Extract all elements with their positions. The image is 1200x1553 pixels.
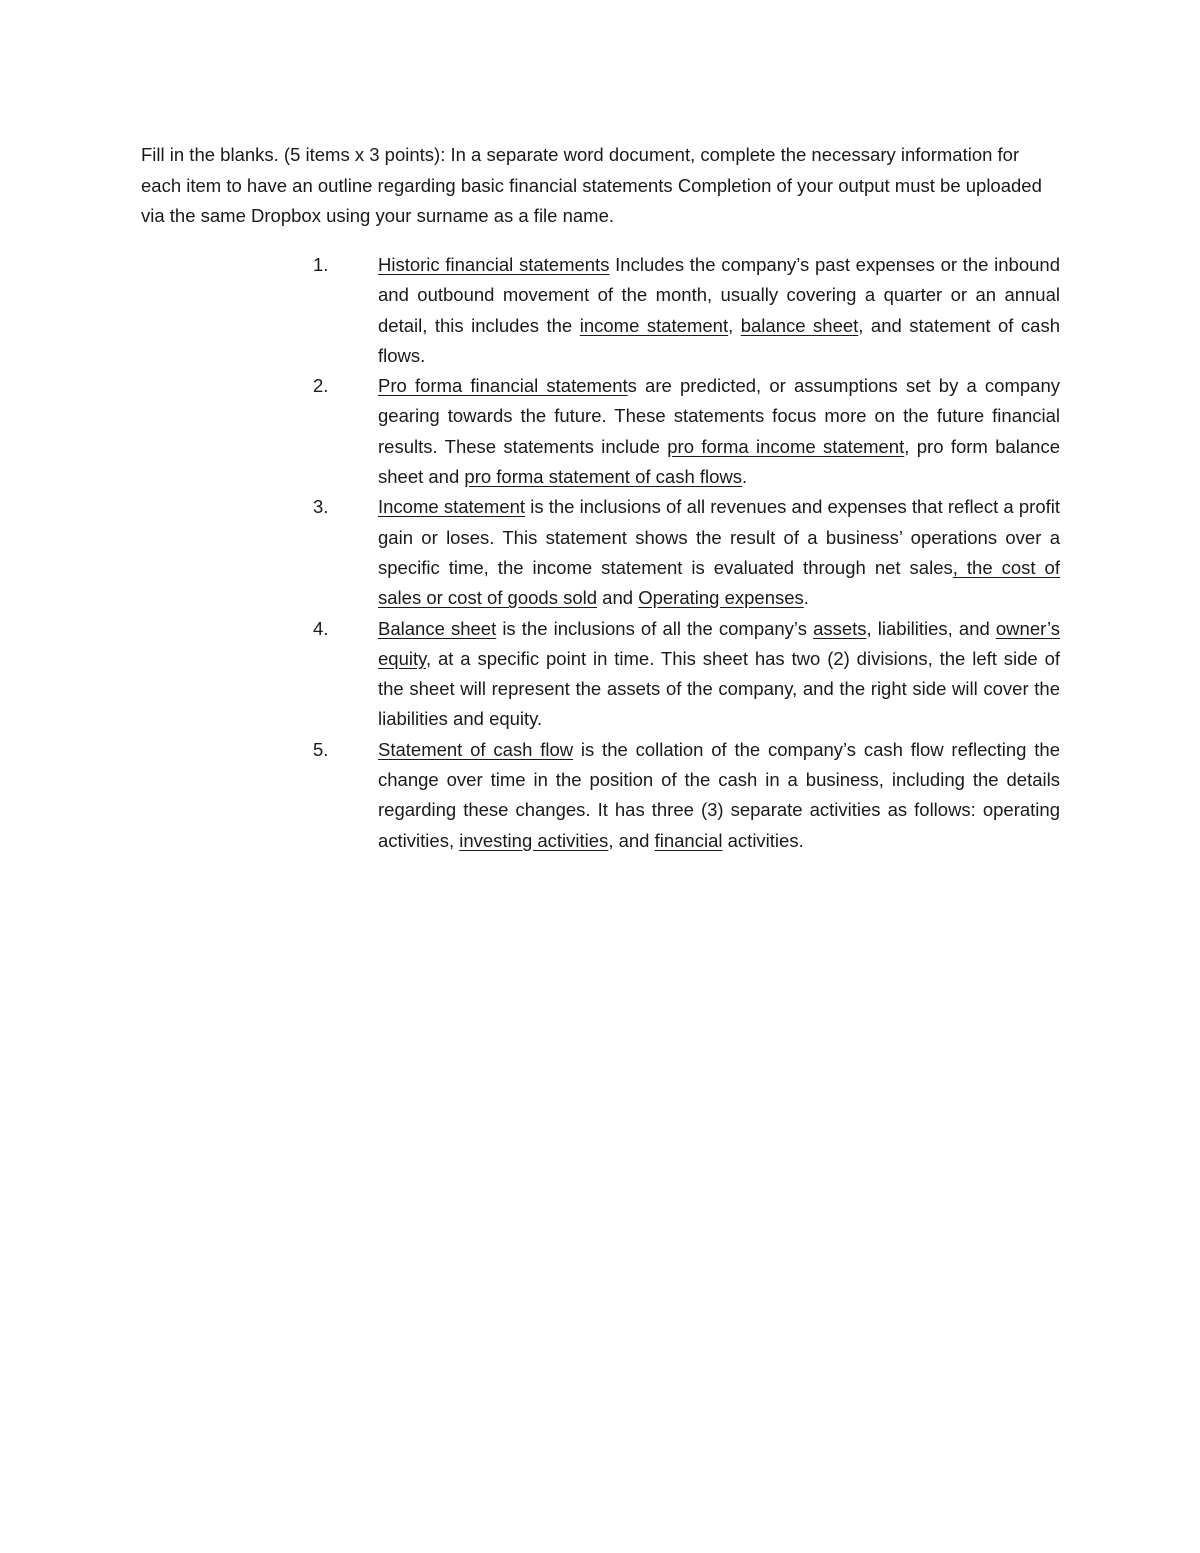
item-text-segment: .	[742, 466, 748, 488]
item-text-segment: Statement of cash flow	[378, 738, 574, 760]
item-text-segment: assets	[813, 617, 867, 639]
item-number: 3.	[313, 496, 329, 518]
item-text-segment: is the inclusions of all the company’s	[496, 617, 814, 639]
item-text-segment: Balance sheet	[378, 617, 497, 639]
item-number: 2.	[313, 375, 329, 397]
item-text-segment: , the cost of sales or cost of goods sold	[378, 556, 1060, 609]
item-text-segment: is the inclusions of all revenues and expenses that reflect a profit gain or loses. This statement shows the result of a business’ operations over a specific time, the income statement is evaluated through net sales	[378, 496, 1060, 578]
item-text-segment: , pro form balance sheet and	[378, 435, 1061, 488]
item-text-segment: is the collation of the company’s cash flow reflecting the change over time in the position of the cash in a business, including the details regarding these changes. It has three (3) separate activities as follows: operating activities,	[378, 738, 1060, 851]
item-text-segment: .	[803, 587, 809, 609]
item-text-segment: pro forma statement of cash flows	[464, 466, 743, 488]
item-text-segment: s are predicted, or assumptions set by a company gearing towards the future. These statements focus more on the future financial results. These statements include	[378, 375, 1060, 457]
item-number: 5.	[313, 738, 329, 760]
item-text-segment: investing activities	[459, 829, 609, 851]
item-text-segment: activities.	[722, 829, 804, 851]
item-text-segment: ,	[728, 314, 741, 336]
item-number: 1.	[313, 254, 329, 275]
item-text-segment: Operating expenses	[638, 587, 804, 609]
item-text-segment: , and	[608, 829, 655, 851]
item-text-segment: and	[597, 587, 639, 609]
item-text-segment: , liabilities, and	[866, 617, 996, 639]
item-text-segment: owner’s equity	[378, 617, 1060, 669]
list-item	[313, 492, 1060, 613]
item-text-segment: , at a specific point in time. This sheet has two (2) divisions, the left side of the sheet will represent the assets of the company, and the right side will cover the liabilities and equity.	[378, 647, 1060, 730]
list-item	[313, 614, 1060, 735]
item-number: 4.	[313, 617, 329, 639]
item-text-segment: Includes the company’s past expenses or the inbound and outbound movement of the month, usually covering a quarter or an annual detail, this includes the	[378, 254, 1060, 336]
item-text-segment: pro forma income statement	[667, 435, 905, 457]
item-text-segment: balance sheet	[740, 314, 859, 336]
list-item	[313, 250, 1060, 371]
item-text-segment: income statement	[579, 314, 729, 336]
item-text-segment: Historic financial statements	[378, 254, 610, 275]
item-text-segment: financial	[654, 829, 723, 851]
instructions-paragraph: Fill in the blanks. (5 items x 3 points): In a separate word document, complete the necessary information for each item to have an outline regarding basic financial statements Completion of your output must be uploaded via the same Dropbox using your surname as a file name.	[141, 144, 1042, 226]
answer-list	[313, 250, 1060, 856]
item-text-segment: , and statement of cash flows.	[378, 314, 1061, 366]
item-text-segment: Pro forma financial statement	[378, 375, 628, 397]
list-item	[313, 371, 1060, 492]
item-text-segment: Income statement	[378, 496, 526, 518]
list-item	[313, 735, 1060, 856]
